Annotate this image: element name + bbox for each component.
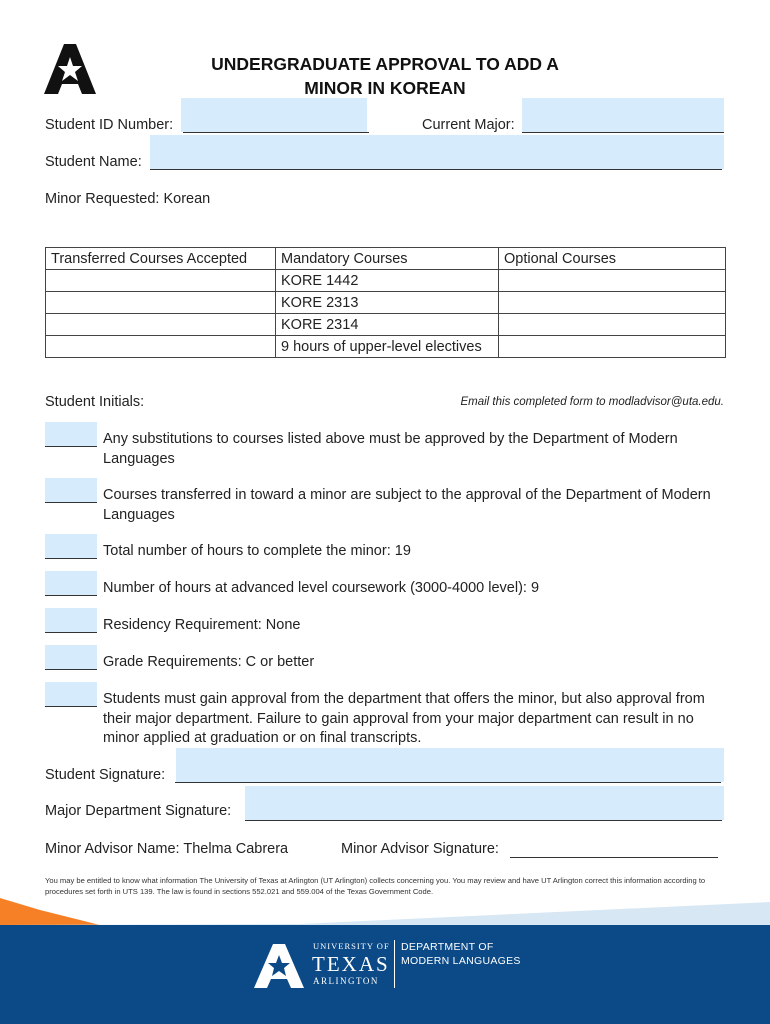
- footer-arlington: ARLINGTON: [313, 976, 379, 986]
- major-dept-signature-field[interactable]: [245, 786, 724, 820]
- statement-approval: Students must gain approval from the department that offers the minor, but also approval from their major department. Failure to gain approval from your major department can result in no minor applied at graduation or on final transcripts.: [103, 691, 705, 746]
- page-title: UNDERGRADUATE APPROVAL TO ADD A MINOR IN KOREAN: [211, 54, 559, 98]
- email-note: Email this completed form to modladvisor@uta.edu.: [460, 396, 724, 408]
- student-initials-label: Student Initials:: [45, 394, 145, 410]
- advisor-name: Minor Advisor Name: Thelma Cabrera: [45, 841, 289, 857]
- minor-requested: Minor Requested: Korean: [45, 191, 211, 207]
- initial-field-approval[interactable]: [45, 682, 97, 707]
- transferred-cell[interactable]: [46, 292, 276, 314]
- optional-cell[interactable]: [499, 336, 726, 358]
- student-name-underline: [150, 169, 722, 170]
- initial-field-residency[interactable]: [45, 608, 97, 633]
- optional-cell[interactable]: [499, 314, 726, 336]
- transferred-cell[interactable]: [46, 336, 276, 358]
- initial-field-advanced-hours[interactable]: [45, 571, 97, 596]
- header-transferred: Transferred Courses Accepted: [46, 248, 276, 270]
- footer-texas: TEXAS: [312, 952, 390, 976]
- initial-field-substitutions[interactable]: [45, 422, 97, 447]
- statement-advanced-hours: Number of hours at advanced level coursework (3000-4000 level): 9: [103, 580, 540, 596]
- current-major-field[interactable]: [522, 98, 724, 132]
- transferred-cell[interactable]: [46, 314, 276, 336]
- initial-field-grade[interactable]: [45, 645, 97, 670]
- student-id-field[interactable]: [181, 98, 367, 132]
- mandatory-cell: KORE 1442: [276, 270, 499, 292]
- footer-dept-line1: DEPARTMENT OF: [401, 941, 494, 953]
- footer-divider: [394, 940, 395, 988]
- mandatory-cell: 9 hours of upper-level electives: [276, 336, 499, 358]
- uta-a-star-logo-icon: [44, 44, 96, 94]
- statement-substitutions: Any substitutions to courses listed above must be approved by the Department of Modern Languages: [103, 431, 678, 467]
- statement-total-hours: Total number of hours to complete the minor: 19: [103, 543, 411, 559]
- header-mandatory: Mandatory Courses: [276, 248, 499, 270]
- uta-footer-logo-icon: [254, 944, 304, 988]
- header-optional: Optional Courses: [499, 248, 726, 270]
- major-dept-signature-underline: [245, 820, 722, 821]
- transferred-cell[interactable]: [46, 270, 276, 292]
- table-row: [46, 336, 726, 358]
- advisor-signature-field[interactable]: [510, 857, 718, 858]
- statement-residency: Residency Requirement: None: [103, 617, 301, 633]
- student-id-underline: [183, 132, 369, 133]
- table-row: [46, 270, 726, 292]
- footer-university-of: UNIVERSITY OF: [313, 941, 390, 951]
- mandatory-cell: KORE 2313: [276, 292, 499, 314]
- major-dept-signature-label: Major Department Signature:: [45, 803, 232, 819]
- optional-cell[interactable]: [499, 292, 726, 314]
- table-row: [46, 314, 726, 336]
- mandatory-cell: KORE 2314: [276, 314, 499, 336]
- student-signature-field[interactable]: [176, 748, 724, 782]
- optional-cell[interactable]: [499, 270, 726, 292]
- student-id-label: Student ID Number:: [45, 117, 174, 133]
- footer-dept-line2: MODERN LANGUAGES: [401, 955, 521, 967]
- student-name-label: Student Name:: [45, 154, 142, 170]
- initial-field-transfer[interactable]: [45, 478, 97, 503]
- student-name-field[interactable]: [150, 135, 724, 169]
- current-major-underline: [522, 132, 724, 133]
- courses-table: [45, 247, 726, 358]
- privacy-disclaimer: You may be entitled to know what information The University of Texas at Arlington (UT Arlington) collects concerning you. You may review and have UT Arlington correct this information according to procedures set forth in UTS 139. The law is found in sections 552.021 and 559.004 of the Texas Government Code.: [45, 876, 706, 896]
- student-signature-underline: [175, 782, 721, 783]
- advisor-signature-label: Minor Advisor Signature:: [341, 841, 499, 857]
- statement-transfer: Courses transferred in toward a minor are subject to the approval of the Department of Modern Languages: [103, 487, 711, 523]
- table-row: [46, 248, 726, 270]
- table-row: [46, 292, 726, 314]
- student-signature-label: Student Signature:: [45, 767, 166, 783]
- initial-field-total-hours[interactable]: [45, 534, 97, 559]
- statement-grade: Grade Requirements: C or better: [103, 654, 315, 670]
- current-major-label: Current Major:: [422, 117, 515, 133]
